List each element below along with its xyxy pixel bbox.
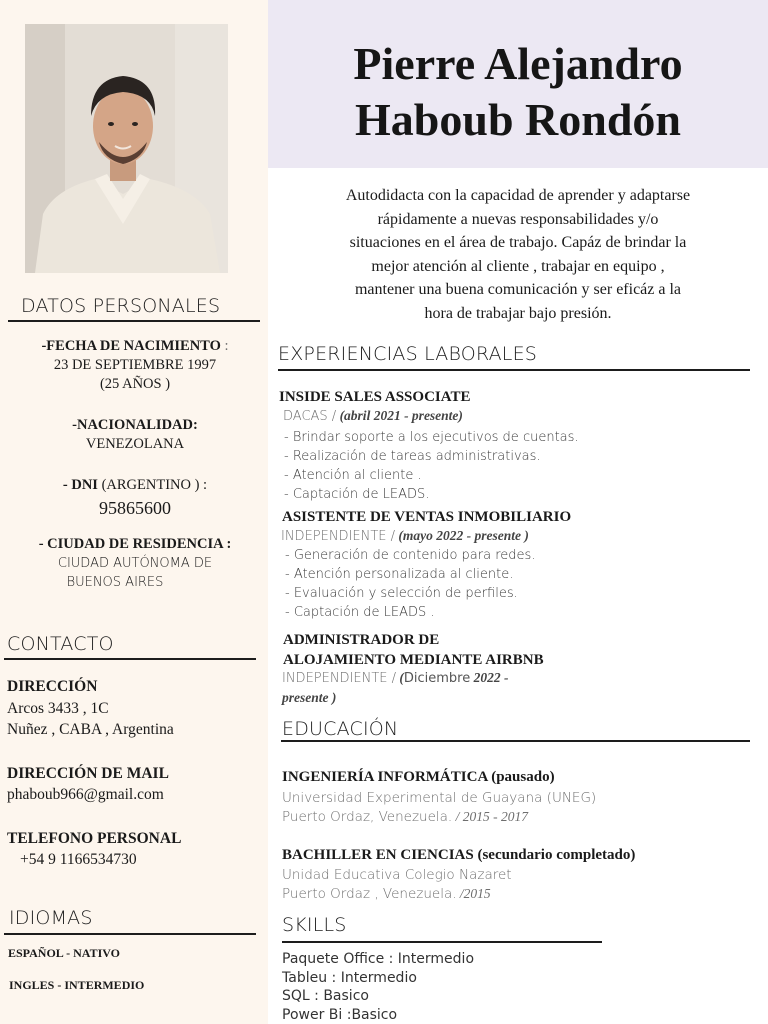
degree-note: (pausado) xyxy=(487,769,555,785)
job-company: INDEPENDIENTE / xyxy=(282,671,397,686)
job-title-line: ALOJAMIENTO MEDIANTE AIRBNB xyxy=(283,652,544,668)
contact-divider xyxy=(4,658,256,660)
education-school: Universidad Experimental de Guayana (UNEG) xyxy=(282,790,597,806)
education-section-title: EDUCACIÓN xyxy=(282,718,399,740)
task-item: - Realización de tareas administrativas. xyxy=(284,449,541,464)
job-meta xyxy=(281,528,529,544)
task-item: - Captación de LEADS. xyxy=(284,487,430,502)
address-line-1: Arcos 3433 , 1C xyxy=(7,699,109,717)
profile-photo xyxy=(25,24,228,273)
dni-label: - DNI xyxy=(62,477,98,493)
task-item: - Generación de contenido para redes. xyxy=(285,548,536,563)
skill-item: Tableu : Intermedio xyxy=(282,969,417,986)
job-tasks xyxy=(285,546,535,622)
degree-note: (secundario completado) xyxy=(473,847,636,863)
contact-info xyxy=(7,676,262,871)
summary-line: Autodidacta con la capacidad de aprender y adaptarse xyxy=(345,187,691,204)
task-item: - Atención personalizada al cliente. xyxy=(285,567,514,582)
birth-colon: : xyxy=(220,338,229,354)
education-school: Unidad Educativa Colegio Nazaret xyxy=(282,867,512,883)
task-item: - Captación de LEADS . xyxy=(285,605,435,620)
job-title-line: ADMINISTRADOR DE xyxy=(283,632,440,648)
job-period-year: 2022 - xyxy=(470,670,509,685)
phone-value[interactable]: +54 9 1166534730 xyxy=(20,851,137,868)
person-photo-illustration xyxy=(25,24,228,273)
place-text: Puerto Ordaz, Venezuela. xyxy=(282,809,453,825)
personal-section-title: DATOS PERSONALES xyxy=(21,295,221,317)
dni-value: 95865600 xyxy=(99,498,171,518)
languages-section-title: IDIOMAS xyxy=(9,907,93,929)
education-years: / 2015 - 2017 xyxy=(452,809,528,824)
mail-label: DIRECCIÓN DE MAIL xyxy=(7,764,169,782)
skills-section-title: SKILLS xyxy=(282,914,347,936)
nationality-label: -NACIONALIDAD: xyxy=(72,417,198,433)
task-item: - Atención al cliente . xyxy=(284,468,422,483)
skills-divider xyxy=(282,941,602,943)
job-title: ASISTENTE DE VENTAS INMOBILIARIO xyxy=(282,509,572,525)
place-text: Puerto Ordaz , Venezuela. xyxy=(282,886,457,902)
summary-line: hora de trabajar bajo presión. xyxy=(424,304,612,322)
summary xyxy=(282,184,754,325)
name-line-1: Pierre Alejandro xyxy=(353,38,683,89)
skill-item: SQL : Basico xyxy=(282,988,369,1004)
contact-section-title: CONTACTO xyxy=(7,633,114,655)
education-degree xyxy=(282,847,635,864)
job-meta xyxy=(282,670,509,686)
address-label: DIRECCIÓN xyxy=(7,678,98,695)
summary-line: mantener una buena comunicación y ser eficáz a la xyxy=(354,281,682,298)
city-label: - CIUDAD DE RESIDENCIA : xyxy=(38,536,232,552)
languages-divider xyxy=(4,933,256,935)
phone-label: TELEFONO PERSONAL xyxy=(7,829,182,847)
task-item: - Brindar soporte a los ejecutivos de cuentas. xyxy=(284,430,579,445)
skill-item: Power Bi :Basico xyxy=(282,1006,398,1023)
personal-divider xyxy=(8,320,260,322)
language-item: ESPAÑOL - NATIVO xyxy=(8,946,120,960)
degree-name: BACHILLER EN CIENCIAS xyxy=(282,847,474,863)
experience-divider xyxy=(278,369,750,371)
job-title xyxy=(283,630,544,670)
mail-value[interactable]: phaboub966@gmail.com xyxy=(7,786,164,803)
degree-name: INGENIERÍA INFORMÁTICA xyxy=(282,769,488,785)
education-place xyxy=(282,809,528,825)
summary-line: situaciones en el área de trabajo. Capáz de brindar la xyxy=(349,234,687,251)
job-period: (mayo 2022 - presente ) xyxy=(395,528,529,543)
job-tasks xyxy=(284,428,579,504)
job-title: INSIDE SALES ASSOCIATE xyxy=(279,389,471,405)
city-line-2: BUENOS AIRES xyxy=(66,575,164,590)
birth-date: 23 DE SEPTIEMBRE 1997 xyxy=(53,357,217,373)
summary-line: mejor atención al cliente , trabajar en equipo , xyxy=(371,257,665,275)
skills-list xyxy=(282,950,474,1024)
nationality-value: VENEZOLANA xyxy=(85,436,185,452)
dni-suffix: (ARGENTINO ) : xyxy=(97,477,208,493)
job-period-month: Diciembre xyxy=(403,671,471,686)
job-period-end: presente ) xyxy=(282,690,337,705)
address-line-2: Nuñez , CABA , Argentina xyxy=(7,721,174,738)
education-degree xyxy=(282,769,555,786)
experience-section-title: EXPERIENCIAS LABORALES xyxy=(278,343,538,365)
education-years: /2015 xyxy=(456,886,491,901)
personal-info xyxy=(10,337,260,592)
job-separator: / xyxy=(327,409,337,424)
city-line-1: CIUDAD AUTÓNOMA DE xyxy=(57,556,213,571)
job-company: DACAS xyxy=(283,409,328,424)
job-period-paren: ( xyxy=(396,670,404,685)
education-place xyxy=(282,886,491,902)
summary-line: rápidamente a nuevas responsabilidades y/o xyxy=(377,210,659,228)
job-period: (abril 2021 - presente) xyxy=(336,408,463,423)
job-company: INDEPENDIENTE / xyxy=(281,529,396,544)
job-meta xyxy=(283,408,463,424)
task-item: - Evaluación y selección de perfiles. xyxy=(285,586,518,601)
birth-label: -FECHA DE NACIMIENTO xyxy=(41,338,221,354)
education-divider xyxy=(281,740,750,742)
skill-item: Paquete Office : Intermedio xyxy=(282,951,475,967)
name-line-2: Haboub Rondón xyxy=(355,94,681,145)
age: (25 AÑOS ) xyxy=(99,376,171,392)
language-item: INGLES - INTERMEDIO xyxy=(9,978,145,992)
